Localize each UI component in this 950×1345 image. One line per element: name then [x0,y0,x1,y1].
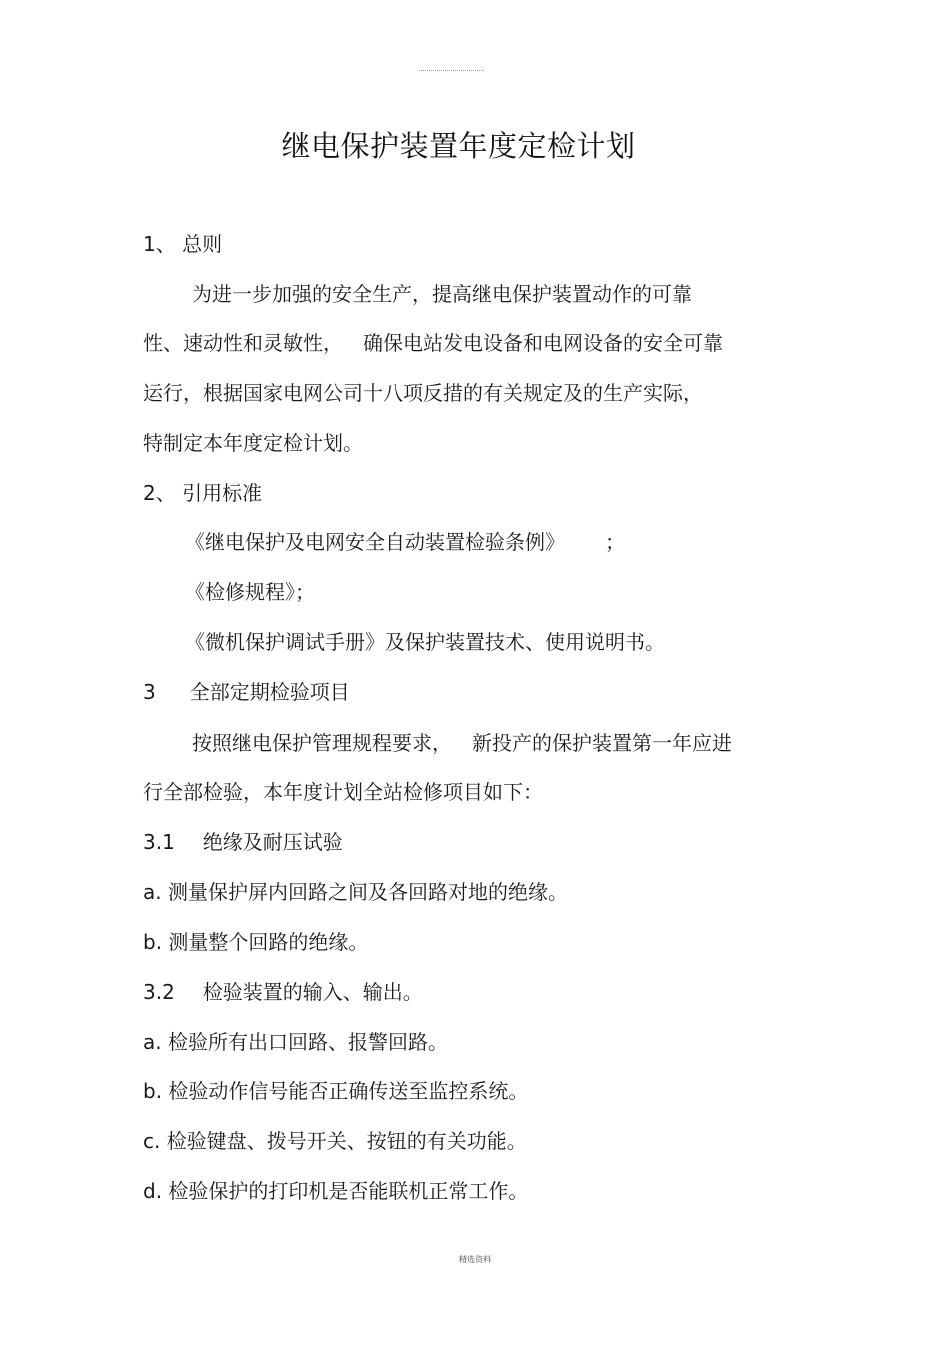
section-1-paragraph-line-1: 为进一步加强的安全生产，提高继电保护装置动作的可靠 [192,282,692,306]
reference-item-3: 《微机保护调试手册》及保护装置技术、使用说明书。 [185,630,665,654]
section-3-number: 3 [143,680,156,704]
section-3-2-item-b: b. 检验动作信号能否正确传送至监控系统。 [143,1079,529,1103]
document-title: 继电保护装置年度定检计划 [281,129,636,163]
section-1-paragraph-line-2-part-1: 性、速动性和灵敏性， [143,331,343,355]
reference-item-1-semicolon: ； [605,530,625,554]
reference-item-1 [185,530,625,554]
section-1-paragraph-line-2 [143,331,723,355]
section-3-paragraph-line-1-part-2: 新投产的保护装置第一年应进 [472,731,732,755]
reference-item-1-title: 《继电保护及电网安全自动装置检验条例》 [185,530,565,554]
page-footer: 精选资料 [459,1255,491,1264]
section-1-heading: 1、 总则 [143,232,223,256]
section-3-title: 全部定期检验项目 [189,680,350,704]
section-3-1-heading [143,830,343,854]
section-3-1-item-a: a. 测量保护屏内回路之间及各回路对地的绝缘。 [143,880,568,904]
section-3-heading [143,680,350,704]
header-dotted-rule [419,70,484,71]
section-3-paragraph-line-2: 行全部检验，本年度计划全站检修项目如下： [143,780,543,804]
section-3-2-item-d: d. 检验保护的打印机是否能联机正常工作。 [143,1179,529,1203]
section-3-2-title: 检验装置的输入、输出。 [202,980,423,1004]
section-3-2-number: 3.2 [143,980,175,1004]
section-2-heading: 2、 引用标准 [143,481,263,505]
section-3-paragraph-line-1-part-1: 按照继电保护管理规程要求， [192,731,452,755]
section-1-paragraph-line-3: 运行，根据国家电网公司十八项反措的有关规定及的生产实际， [143,381,703,405]
reference-item-2: 《检修规程》； [185,580,315,604]
section-3-2-heading [143,980,423,1004]
section-3-paragraph-line-1 [192,731,732,755]
section-3-1-title: 绝缘及耐压试验 [202,830,343,854]
section-3-2-item-c: c. 检验键盘、拨号开关、按钮的有关功能。 [143,1129,527,1153]
section-1-paragraph-line-4: 特制定本年度定检计划。 [143,431,363,455]
section-3-1-item-b: b. 测量整个回路的绝缘。 [143,930,369,954]
section-3-1-number: 3.1 [143,830,175,854]
section-1-paragraph-line-2-part-2: 确保电站发电设备和电网设备的安全可靠 [363,331,723,355]
section-3-2-item-a: a. 检验所有出口回路、报警回路。 [143,1030,448,1054]
